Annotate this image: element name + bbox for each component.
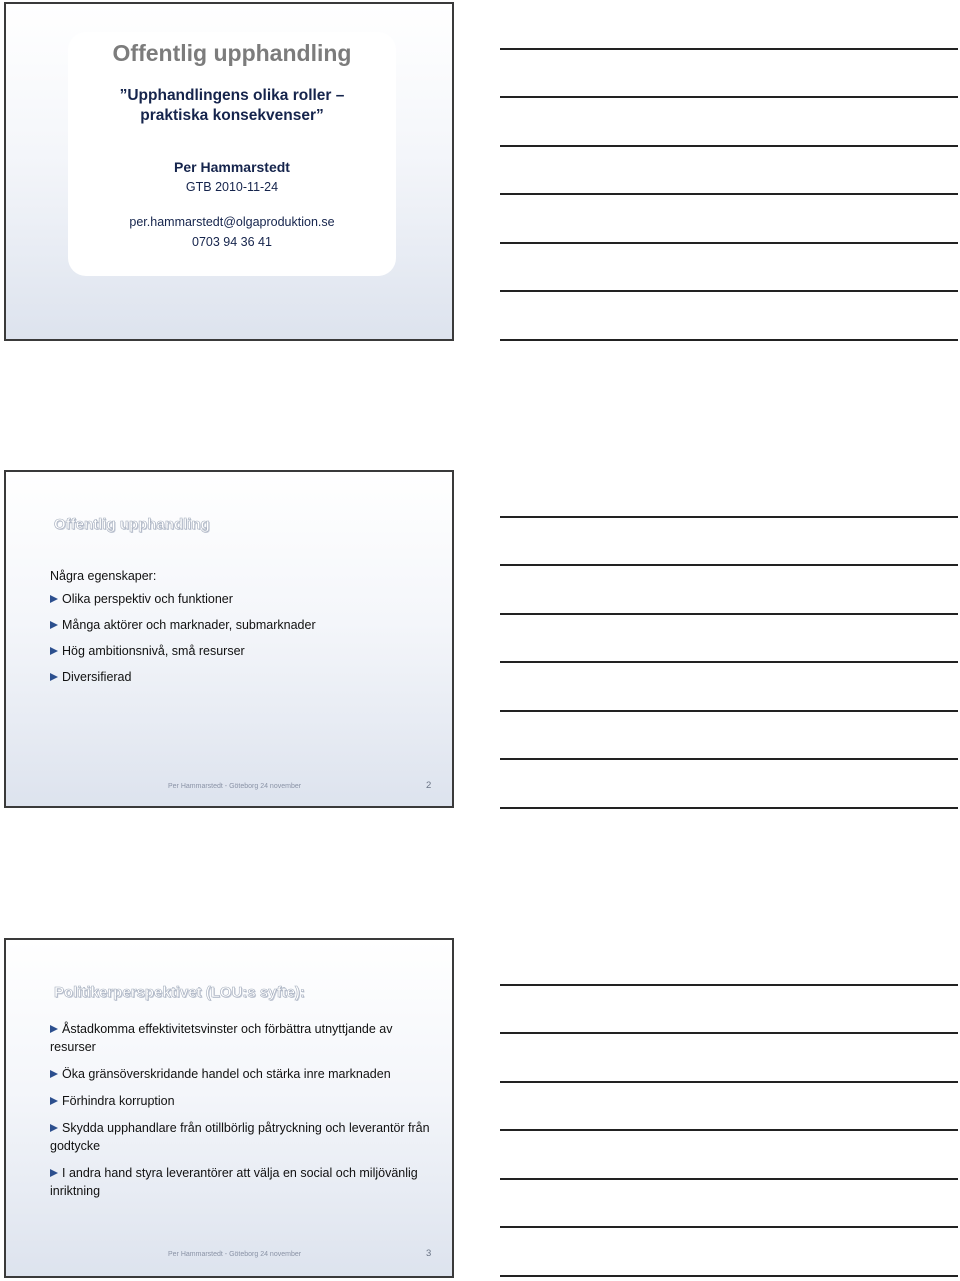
notes-line <box>500 1178 958 1180</box>
notes-line <box>500 48 958 50</box>
bullet-arrow-icon <box>50 621 58 629</box>
list-item: Öka gränsöverskridande handel och stärka inre marknaden <box>50 1065 440 1083</box>
notes-line <box>500 339 958 341</box>
notes-line <box>500 1226 958 1228</box>
bullet-arrow-icon <box>50 1025 58 1033</box>
slide-3-footer: Per Hammarstedt - Göteborg 24 november <box>168 1251 302 1258</box>
bullet-arrow-icon <box>50 1097 58 1105</box>
notes-line <box>500 613 958 615</box>
bullet-arrow-icon <box>50 595 58 603</box>
notes-line <box>500 564 958 566</box>
slide-3-bullet-list <box>50 1020 440 1209</box>
list-item: Hög ambitionsnivå, små resurser <box>50 644 316 670</box>
slide-3-heading: Politikerperspektivet (LOU:s syfte): <box>54 984 305 1001</box>
notes-line <box>500 516 958 518</box>
subtitle-line-2: praktiska konsekvenser” <box>140 107 324 124</box>
presenter-phone: 0703 94 36 41 <box>192 235 272 249</box>
slide-2-heading: Offentlig upphandling <box>54 516 210 533</box>
list-item: Många aktörer och marknader, submarknader <box>50 618 316 644</box>
bullet-arrow-icon <box>50 1070 58 1078</box>
notes-line <box>500 758 958 760</box>
notes-line <box>500 661 958 663</box>
slide-2-page-number: 2 <box>426 780 432 791</box>
slide-3-thumbnail <box>4 938 454 1278</box>
notes-line <box>500 1129 958 1131</box>
list-item: Diversifierad <box>50 670 316 696</box>
subtitle-line-1: ”Upphandlingens olika roller – <box>119 87 345 104</box>
slide-3-page-number: 3 <box>426 1248 432 1259</box>
list-item: Olika perspektiv och funktioner <box>50 592 316 618</box>
notes-line <box>500 1081 958 1083</box>
notes-line <box>500 807 958 809</box>
presenter-email: per.hammarstedt@olgaproduktion.se <box>129 215 335 229</box>
notes-line <box>500 242 958 244</box>
slide-2-footer: Per Hammarstedt - Göteborg 24 november <box>168 783 302 790</box>
notes-line <box>500 1032 958 1034</box>
notes-line <box>500 290 958 292</box>
list-item: Åstadkomma effektivitetsvinster och förbättra utnyttjande av resurser <box>50 1022 393 1054</box>
list-item: Förhindra korruption <box>50 1092 440 1110</box>
bullet-arrow-icon <box>50 647 58 655</box>
bullet-arrow-icon <box>50 673 58 681</box>
slide-1-thumbnail <box>4 2 454 341</box>
notes-line <box>500 1275 958 1277</box>
slide-2-thumbnail <box>4 470 454 808</box>
slide-1-subtitle <box>68 86 396 126</box>
slide-2-intro: Några egenskaper: <box>50 569 157 583</box>
list-item: I andra hand styra leverantörer att välja en social och miljövänlig inriktning <box>50 1166 418 1198</box>
list-item: Skydda upphandlare från otillbörlig påtryckning och leverantör från godtycke <box>50 1121 430 1153</box>
bullet-arrow-icon <box>50 1124 58 1132</box>
presenter-name: Per Hammarstedt <box>174 159 290 175</box>
notes-line <box>500 145 958 147</box>
notes-line <box>500 984 958 986</box>
bullet-arrow-icon <box>50 1169 58 1177</box>
slide-1-title: Offentlig upphandling <box>112 40 352 66</box>
title-card <box>68 32 396 276</box>
presentation-date: GTB 2010-11-24 <box>185 180 279 194</box>
notes-line <box>500 710 958 712</box>
notes-line <box>500 193 958 195</box>
slide-2-bullet-list <box>50 592 316 696</box>
notes-line <box>500 96 958 98</box>
